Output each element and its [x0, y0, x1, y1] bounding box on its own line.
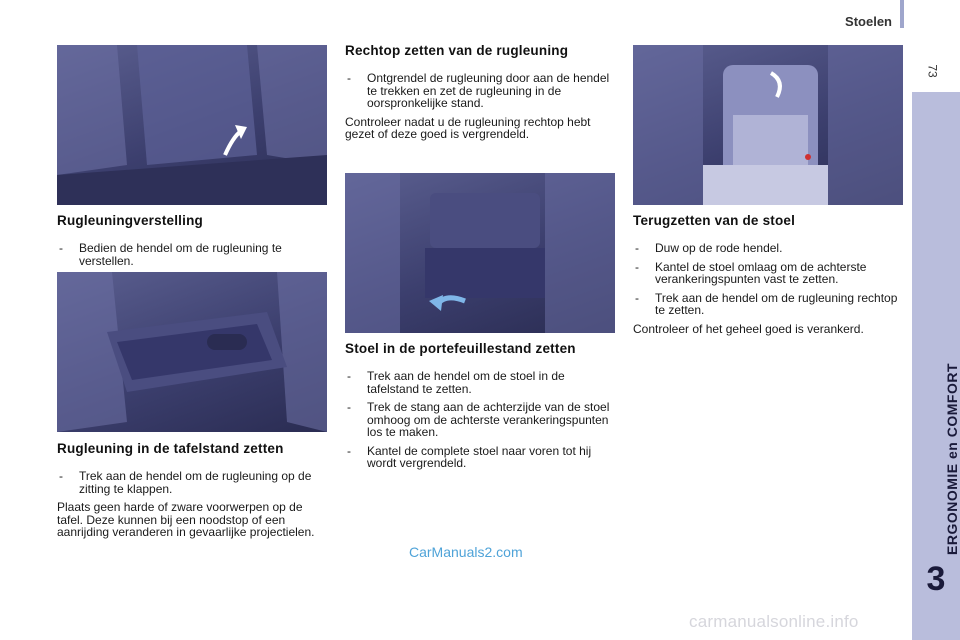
photo-backrest-adjustment — [57, 45, 327, 205]
section-reset-seat — [633, 213, 905, 335]
warning-note: Plaats geen harde of zware voorwerpen op de tafel. Deze kunnen bij een noodstop of een aanrijding veranderen in gevaarlijke projectielen. — [57, 500, 315, 539]
check-note: Controleer nadat u de rugleuning rechtop hebt gezet of deze goed is vergrendeld. — [345, 114, 591, 141]
chapter-number: 3 — [926, 560, 946, 598]
step-item: - Bedien de hendel om de rugleuning te verstellen. — [57, 242, 329, 267]
watermark-carmanuals2[interactable]: CarManuals2.com — [409, 544, 523, 560]
watermark-carmanualsonline[interactable]: carmanualsonline.info — [689, 612, 859, 631]
section-title: Rugleuning in de tafelstand zetten — [57, 441, 284, 456]
step-item: - Trek aan de hendel om de stoel in de tafelstand te zetten. — [345, 370, 617, 395]
photo-seat-reset — [633, 45, 903, 205]
section-title: Stoel in de portefeuillestand zetten — [345, 341, 576, 356]
step-item: - Trek de stang aan de achterzijde van de stoel omhoog om de achterste verankeringspunten los te maken. — [345, 401, 617, 439]
chapter-title: ERGONOMIE en COMFORT — [944, 363, 960, 555]
step-item: - Kantel de stoel omlaag om de achterste verankeringspunten vast te zetten. — [633, 261, 905, 286]
section-upright-backrest — [345, 43, 617, 141]
section-table-position — [57, 441, 329, 539]
section-backrest-adjustment — [57, 213, 329, 273]
section-portefeuille — [345, 341, 617, 476]
photo-table-position — [57, 272, 327, 432]
step-item: - Kantel de complete stoel naar voren tot hij wordt vergrendeld. — [345, 445, 617, 470]
running-header: Stoelen — [845, 14, 892, 29]
section-title: Rechtop zetten van de rugleuning — [345, 43, 569, 58]
step-item: - Duw op de rode hendel. — [633, 242, 905, 255]
step-item: - Ontgrendel de rugleuning door aan de hendel te trekken en zet de rugleuning in de oorspronkelijke stand. — [345, 72, 617, 110]
photo-folded-seat — [345, 173, 615, 333]
step-item: - Trek aan de hendel om de rugleuning rechtop te zetten. — [633, 292, 905, 317]
red-lever-marker — [805, 154, 811, 160]
step-item: - Trek aan de hendel om de rugleuning op de zitting te klappen. — [57, 470, 329, 495]
section-title: Terugzetten van de stoel — [633, 213, 796, 228]
check-note: Controleer of het geheel goed is verankerd. — [633, 321, 864, 336]
page-number: 73 — [925, 64, 940, 78]
section-title: Rugleuningverstelling — [57, 213, 203, 228]
header-accent-bar — [900, 0, 904, 28]
